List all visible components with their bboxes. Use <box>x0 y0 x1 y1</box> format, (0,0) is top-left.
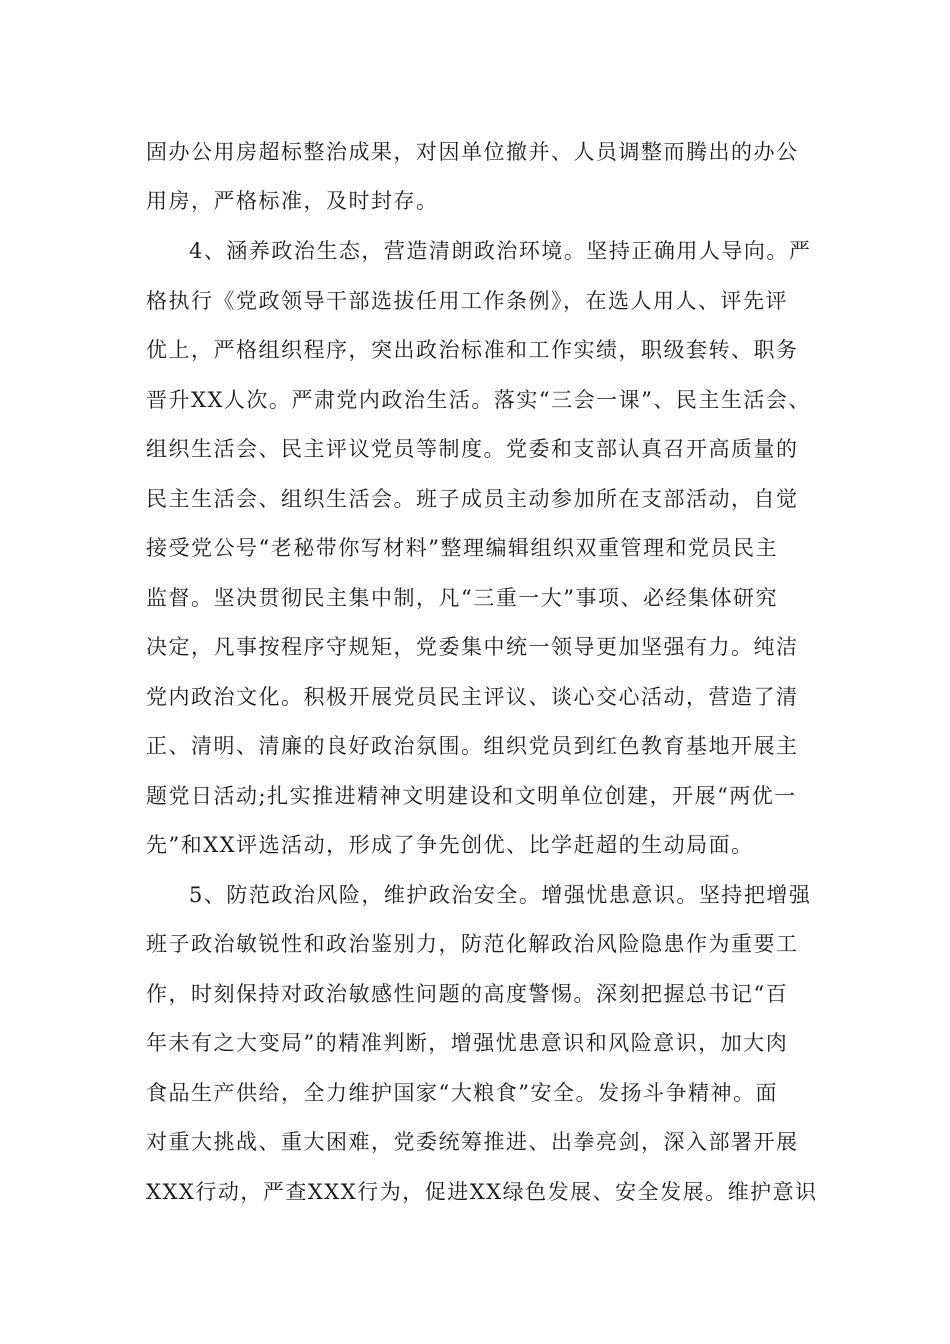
paragraph-line: 格执行《党政领导干部选拔任用工作条例》，在选人用人、评先评 <box>146 289 788 313</box>
paragraph-line: 班子政治敏锐性和政治鉴别力，防范化解政治风险隐患作为重要工 <box>146 932 799 956</box>
paragraph-line: 优上，严格组织程序，突出政治标准和工作实绩，职级套转、职务 <box>146 338 799 362</box>
paragraph-line: 年未有之大变局”的精准判断，增强忧患意识和风险意识，加大肉 <box>146 1031 789 1055</box>
paragraph-line: 食品生产供给，全力维护国家“大粮食”安全。发扬斗争精神。面 <box>146 1081 778 1105</box>
paragraph-line: 监督。坚决贯彻民主集中制，凡“三重一大”事项、必经集体研究 <box>146 586 778 610</box>
paragraph-line: XXX行动，严查XXX行为，促进XX绿色发展、安全发展。维护意识 <box>146 1180 818 1204</box>
paragraph-line: 正、清明、清廉的良好政治氛围。组织党员到红色教育基地开展主 <box>146 734 799 758</box>
paragraph-line: 作，时刻保持对政治敏感性问题的高度警惕。深刻把握总书记“百 <box>146 982 789 1006</box>
paragraph-line: 接受党公号“老秘带你写材料”整理编辑组织双重管理和党员民主 <box>146 536 778 560</box>
paragraph-line: 党内政治文化。积极开展党员民主评议、谈心交心活动，营造了清 <box>146 685 799 709</box>
paragraph-line: 固办公用房超标整治成果，对因单位撤并、人员调整而腾出的办公 <box>146 140 799 164</box>
paragraph-line: 先”和XX评选活动，形成了争先创优、比学赶超的生动局面。 <box>146 833 754 857</box>
paragraph-line: 组织生活会、民主评议党员等制度。党委和支部认真召开高质量的 <box>146 437 799 461</box>
paragraph-line: 题党日活动;扎实推进精神文明建设和文明单位创建，开展“两优一 <box>146 784 797 808</box>
paragraph-line: 5、防范政治风险，维护政治安全。增强忧患意识。坚持把增强 <box>189 883 812 907</box>
paragraph-line: 晋升XX人次。严肃党内政治生活。落实“三会一课”、民主生活会、 <box>146 388 811 412</box>
paragraph-line: 用房，严格标准，及时封存。 <box>146 189 439 213</box>
paragraph-line: 决定，凡事按程序守规矩，党委集中统一领导更加坚强有力。纯洁 <box>146 635 799 659</box>
paragraph-line: 4、涵养政治生态，营造清朗政治环境。坚持正确用人导向。严 <box>189 239 812 263</box>
paragraph-line: 民主生活会、组织生活会。班子成员主动参加所在支部活动，自觉 <box>146 487 799 511</box>
paragraph-line: 对重大挑战、重大困难，党委统筹推进、出拳亮剑，深入部署开展 <box>146 1130 799 1154</box>
